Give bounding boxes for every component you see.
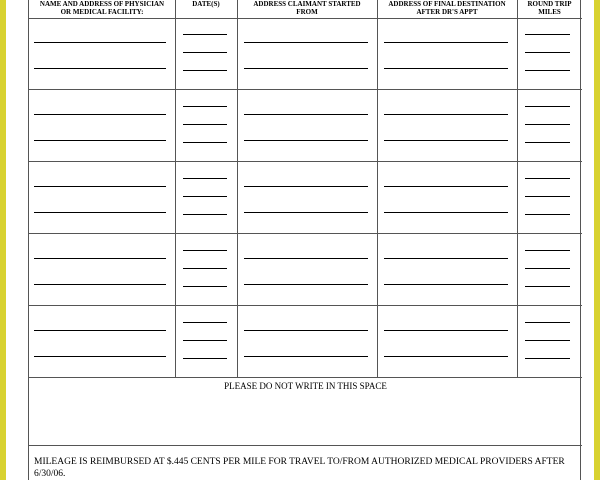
table-row bbox=[29, 90, 582, 162]
miles-line[interactable] bbox=[525, 196, 570, 197]
start-address-line[interactable] bbox=[244, 186, 368, 187]
table-row bbox=[29, 162, 582, 234]
header-dates bbox=[175, 0, 237, 18]
destination-line[interactable] bbox=[384, 114, 508, 115]
miles-line[interactable] bbox=[525, 268, 570, 269]
header-miles-line2: MILES bbox=[538, 8, 561, 16]
miles-line[interactable] bbox=[525, 124, 570, 125]
table-row bbox=[29, 234, 582, 306]
start-address-line[interactable] bbox=[244, 68, 368, 69]
miles-line[interactable] bbox=[525, 214, 570, 215]
start-address-line[interactable] bbox=[244, 140, 368, 141]
date-line[interactable] bbox=[183, 178, 227, 179]
destination-line[interactable] bbox=[384, 284, 508, 285]
destination-line[interactable] bbox=[384, 330, 508, 331]
date-line[interactable] bbox=[183, 142, 227, 143]
start-address-line[interactable] bbox=[244, 356, 368, 357]
physician-line[interactable] bbox=[34, 186, 166, 187]
physician-line[interactable] bbox=[34, 258, 166, 259]
header-miles-line1: ROUND TRIP bbox=[527, 0, 572, 8]
start-address-line[interactable] bbox=[244, 212, 368, 213]
miles-line[interactable] bbox=[525, 142, 570, 143]
miles-line[interactable] bbox=[525, 286, 570, 287]
start-address-line[interactable] bbox=[244, 42, 368, 43]
start-address-line[interactable] bbox=[244, 114, 368, 115]
physician-line[interactable] bbox=[34, 140, 166, 141]
physician-line[interactable] bbox=[34, 330, 166, 331]
header-physician-line1: NAME AND ADDRESS OF PHYSICIAN bbox=[39, 0, 165, 8]
miles-line[interactable] bbox=[525, 178, 570, 179]
date-line[interactable] bbox=[183, 106, 227, 107]
miles-line[interactable] bbox=[525, 70, 570, 71]
table-row bbox=[29, 18, 582, 90]
header-dates-line1: DATE(S) bbox=[192, 0, 220, 8]
start-address-line[interactable] bbox=[244, 330, 368, 331]
date-line[interactable] bbox=[183, 340, 227, 341]
header-destination-line1: ADDRESS OF FINAL DESTINATION bbox=[388, 0, 506, 8]
date-line[interactable] bbox=[183, 358, 227, 359]
date-line[interactable] bbox=[183, 214, 227, 215]
column-header-row bbox=[29, 0, 582, 19]
office-use-label: PLEASE DO NOT WRITE IN THIS SPACE bbox=[224, 381, 387, 391]
miles-line[interactable] bbox=[525, 250, 570, 251]
header-physician-line2: OR MEDICAL FACILITY: bbox=[60, 8, 144, 16]
destination-line[interactable] bbox=[384, 186, 508, 187]
header-start-address bbox=[237, 0, 377, 18]
date-line[interactable] bbox=[183, 70, 227, 71]
header-start-address-line2: FROM bbox=[296, 8, 318, 16]
mileage-form bbox=[28, 0, 581, 480]
start-address-line[interactable] bbox=[244, 284, 368, 285]
header-miles bbox=[517, 0, 582, 18]
header-physician bbox=[29, 0, 175, 18]
date-line[interactable] bbox=[183, 286, 227, 287]
physician-line[interactable] bbox=[34, 212, 166, 213]
date-line[interactable] bbox=[183, 196, 227, 197]
destination-line[interactable] bbox=[384, 42, 508, 43]
date-line[interactable] bbox=[183, 52, 227, 53]
destination-line[interactable] bbox=[384, 68, 508, 69]
date-line[interactable] bbox=[183, 250, 227, 251]
physician-line[interactable] bbox=[34, 68, 166, 69]
miles-line[interactable] bbox=[525, 106, 570, 107]
destination-line[interactable] bbox=[384, 212, 508, 213]
header-destination bbox=[377, 0, 517, 18]
date-line[interactable] bbox=[183, 124, 227, 125]
miles-line[interactable] bbox=[525, 358, 570, 359]
physician-line[interactable] bbox=[34, 42, 166, 43]
physician-line[interactable] bbox=[34, 284, 166, 285]
header-destination-line2: AFTER DR'S APPT bbox=[416, 8, 478, 16]
miles-line[interactable] bbox=[525, 34, 570, 35]
destination-line[interactable] bbox=[384, 356, 508, 357]
miles-line[interactable] bbox=[525, 322, 570, 323]
start-address-line[interactable] bbox=[244, 258, 368, 259]
table-row bbox=[29, 306, 582, 378]
miles-line[interactable] bbox=[525, 340, 570, 341]
physician-line[interactable] bbox=[34, 114, 166, 115]
date-line[interactable] bbox=[183, 34, 227, 35]
mileage-note: MILEAGE IS REIMBURSED AT $.445 CENTS PER MILE FOR TRAVEL TO/FROM AUTHORIZED MEDICAL PROVIDERS AFTER 6/30/06. bbox=[34, 457, 565, 479]
office-use-box bbox=[29, 378, 582, 446]
physician-line[interactable] bbox=[34, 356, 166, 357]
date-line[interactable] bbox=[183, 322, 227, 323]
destination-line[interactable] bbox=[384, 140, 508, 141]
miles-line[interactable] bbox=[525, 52, 570, 53]
date-line[interactable] bbox=[183, 268, 227, 269]
header-start-address-line1: ADDRESS CLAIMANT STARTED bbox=[253, 0, 361, 8]
destination-line[interactable] bbox=[384, 258, 508, 259]
